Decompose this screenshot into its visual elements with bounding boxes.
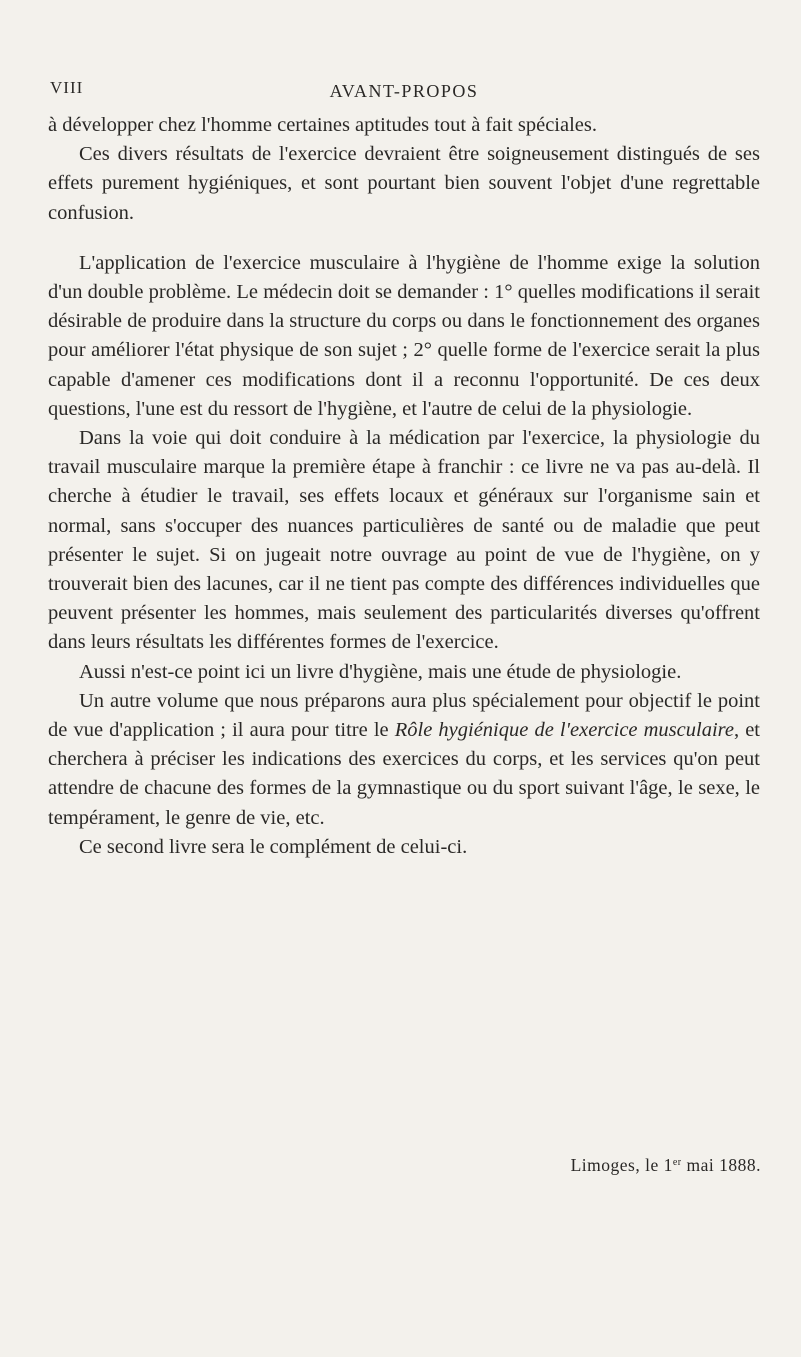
place-date-signoff (571, 1155, 761, 1176)
page-number: VIII (50, 78, 84, 97)
running-head: AVANT-PROPOS (329, 81, 479, 101)
paragraph-continued: à développer chez l'homme certaines aptitudes tout à fait spéciales. (48, 114, 597, 136)
body-text (48, 111, 760, 862)
paragraph: L'application de l'exercice musculaire à l'hygiène de l'homme exige la solution d'un double problème. Le médecin doit se demander : 1° quelles modifications il serait désirable de produire dans la structure du corps ou dans le fonctionnement des organes pour améliorer l'état physique de son sujet ; 2° quelle forme de l'exercice serait la plus capable d'amener ces modifications dont il a reconnu l'opportunité. De ces deux questions, l'une est du ressort de l'hygiène, et l'autre de celui de la physiologie. (48, 251, 760, 420)
text-run: Un autre volume que nous préparons aura plus spécialement pour objectif le point de vue d'application ; il aura pour titre le (48, 689, 760, 742)
signoff-place: Limoges, le 1 (570, 1155, 673, 1175)
paragraph: Aussi n'est-ce point ici un livre d'hygiène, mais une étude de physiologie. (79, 660, 682, 683)
signoff-date: mai 1888. (681, 1155, 761, 1175)
signoff-ordinal: er (672, 1157, 682, 1168)
paragraph: Ces divers résultats de l'exercice devraient être soigneusement distingués de ses effets purement hygiéniques, et sont pourtant bien souvent l'objet d'une regrettable confusion. (48, 143, 760, 224)
paragraph-with-book-title (48, 687, 760, 833)
text-run: , et cherchera à préciser les indications des exercices du corps, et les services qu'on peut attendre de chacune des formes de la gymnastique ou du sport suivant l'âge, le sexe, le tempérament, le genre de vie, etc. (48, 719, 761, 829)
page-header (48, 78, 760, 108)
paragraph: Ce second livre sera le complément de celui-ci. (79, 835, 468, 858)
paragraph: Dans la voie qui doit conduire à la médication par l'exercice, la physiologie du travail musculaire marque la première étape à franchir : ce livre ne va pas au-delà. Il cherche à étudier le travail, ses effets locaux et généraux sur l'organisme sain et normal, sans s'occuper des nuances particulières de santé ou de maladie que peut présenter le sujet. Si on jugeait notre ouvrage au point de vue de l'hygiène, on y trouverait bien des lacunes, car il ne tient pas compte des différences individuelles que peuvent présenter les hommes, mais seulement des particularités diverses qu'offrent dans leurs résultats les différentes formes de l'exercice. (48, 427, 760, 654)
book-title: Rôle hygiénique de l'exercice musculaire (394, 719, 734, 742)
